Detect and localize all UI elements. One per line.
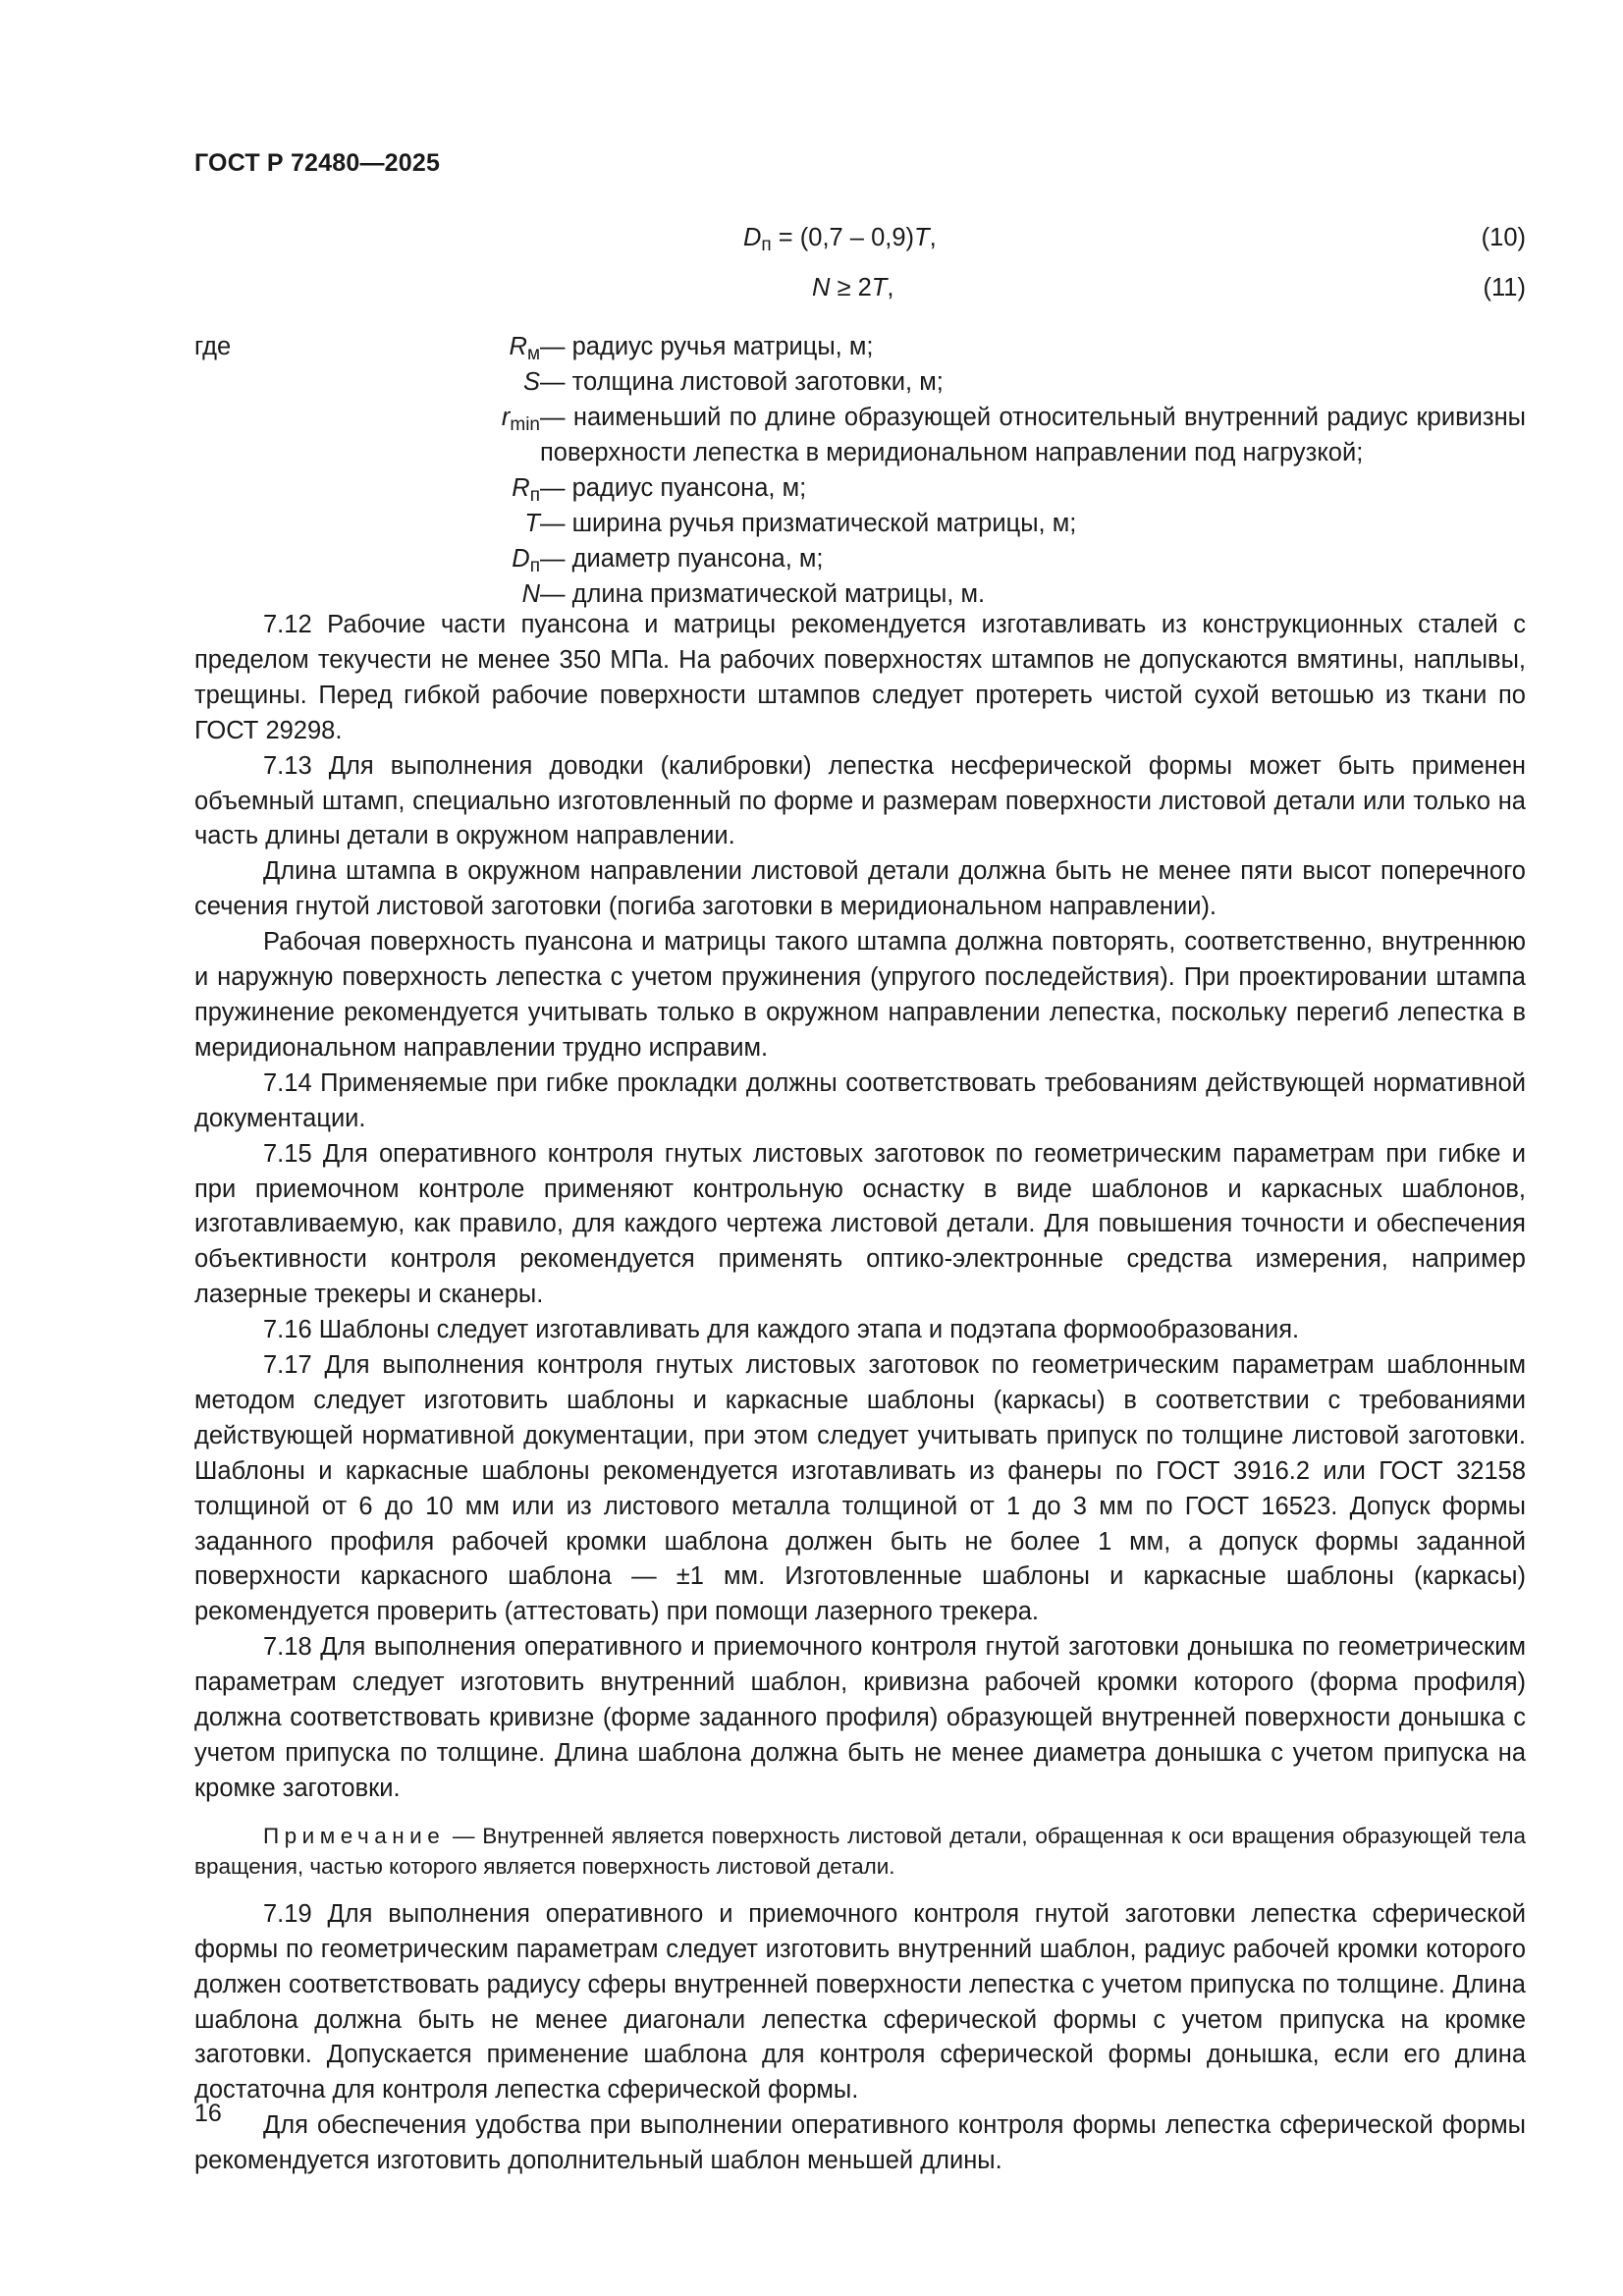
legend-symbol: $D_п$ — [512, 545, 540, 576]
legend-symbol: N — [521, 580, 540, 608]
paragraph-7-16: 7.16 Шаблоны следует изготавливать для каждого этапа и подэтапа формообразования. — [263, 1316, 1300, 1344]
paragraph-7-14: 7.14 Применяемые при гибке прокладки должны соответствовать требованиям действующей нормативной документации. — [194, 1068, 1526, 1132]
paragraph-7-19: 7.19 Для выполнения оперативного и приемочного контроля гнутой заготовки лепестка сферической формы по геометрическим параметрам следует изготовить внутренний шаблон, радиус рабочей кромки которого должен соответствовать радиусу сферы внутренней поверхности лепестка с учетом припуска по толщине. Длина шаблона должна быть не менее диагонали лепестка сферической формы с учетом припуска на кромке заготовки. Допускается применение шаблона для контроля сферической формы донышка, если его длина достаточна для контроля лепестка сферической формы. — [194, 1899, 1526, 2105]
document-code-header: ГОСТ Р 72480—2025 — [194, 149, 441, 177]
legend-description: толщина листовой заготовки, м; — [571, 368, 944, 396]
paragraph-7-13-surface: Рабочая поверхность пуансона и матрицы такого штампа должна повторять, соответственно, внутреннюю и наружную поверхность лепестка с учетом пружинения (упругого последействия). При проектировании штампа пружинение рекомендуется учитывать только в окружном направлении лепестка, поскольку перегиб лепестка в меридиональном направлении трудно исправим. — [194, 928, 1526, 1062]
legend-item: где $R_м$ — радиус ручья матрицы, м; — [194, 329, 1526, 364]
symbol-legend — [194, 329, 1526, 612]
legend-item: N — длина призматической матрицы, м. — [194, 576, 1526, 612]
legend-description: радиус пуансона, м; — [571, 474, 807, 502]
paragraph-7-15: 7.15 Для оперативного контроля гнутых листовых заготовок по геометрическим параметрам при гибке и при приемочном контроле применяют контрольную оснастку в виде шаблонов и каркасных шаблонов, изготавливаемую, как правило, для каждого чертежа листовой детали. Для повышения точности и обеспечения объективности контроля рекомендуется применять оптико-электронные средства измерения, например лазерные трекеры и сканеры. — [194, 1139, 1526, 1309]
legend-symbol: $r_{min}$ — [501, 404, 540, 435]
page-number: 16 — [194, 2100, 222, 2127]
formula-10 — [194, 224, 1526, 259]
paragraph-7-13: 7.13 Для выполнения доводки (калибровки) лепестка несферической формы может быть применен объемный штамп, специально изготовленный по форме и размерам поверхности листовой детали или только на часть длины детали в окружном направлении. — [194, 751, 1526, 850]
formula-number: (10) — [1481, 224, 1526, 251]
legend-item: $D_п$ — диаметр пуансона, м; — [194, 541, 1526, 576]
legend-lead-word: где — [194, 333, 232, 360]
formula-expression: Dп = (0,7 – 0,9)T, — [743, 224, 937, 255]
legend-symbol: $R_п$ — [512, 474, 540, 506]
formula-number: (11) — [1483, 274, 1526, 301]
legend-description: радиус ручья матрицы, м; — [571, 333, 874, 360]
legend-item: S — толщина листовой заготовки, м; — [194, 364, 1526, 400]
paragraph-7-19-extra: Для обеспечения удобства при выполнении оперативного контроля формы лепестка сферической формы рекомендуется изготовить дополнительный шаблон меньшей длины. — [194, 2111, 1526, 2175]
legend-item: $R_п$ — радиус пуансона, м; — [194, 470, 1526, 506]
paragraph-7-13-length: Длина штампа в окружном направлении листовой детали должна быть не менее пяти высот поперечного сечения гнутой листовой заготовки (погиба заготовки в меридиональном направлении). — [194, 857, 1526, 921]
legend-symbol: $R_м$ — [509, 333, 540, 364]
formula-expression: N ≥ 2T, — [812, 274, 894, 301]
note-text: — Внутренней является поверхность листовой детали, обращенная к оси вращения образующей тела вращения, частью которого является поверхность листовой детали. — [194, 1823, 1526, 1879]
legend-description: наименьший по длине образующей относительный внутренний радиус кривизны поверхности лепестка в меридиональном направлении под нагрузкой; — [540, 404, 1526, 466]
paragraph-7-18: 7.18 Для выполнения оперативного и приемочного контроля гнутой заготовки донышка по геометрическим параметрам следует изготовить внутренний шаблон, кривизна рабочей кромки которого (форма профиля) должна соответствовать кривизне (форме заданного профиля) образующей внутренней поверхности донышка с учетом припуска по толщине. Длина шаблона должна быть не менее диаметра донышка с учетом припуска на кромке заготовки. — [194, 1633, 1526, 1802]
legend-description: диаметр пуансона, м; — [571, 545, 824, 573]
legend-description: ширина ручья призматической матрицы, м; — [571, 510, 1077, 537]
legend-description: длина призматической матрицы, м. — [571, 580, 986, 608]
note — [194, 1821, 1526, 1882]
legend-symbol: S — [522, 368, 540, 396]
formula-11 — [194, 274, 1526, 309]
note-label: Примечание — [263, 1823, 446, 1848]
paragraph-7-17: 7.17 Для выполнения контроля гнутых листовых заготовок по геометрическим параметрам шаблонным методом следует изготовить шаблоны и каркасные шаблоны (каркасы) в соответствии с требованиями действующей нормативной документации, при этом следует учитывать припуск по толщине листовой заготовки. Шаблоны и каркасные шаблоны рекомендуется изготавливать из фанеры по ГОСТ 3916.2 или ГОСТ 32158 толщиной от 6 до 10 мм или из листового металла толщиной от 1 до 3 мм по ГОСТ 16523. Допуск формы заданного профиля рабочей кромки шаблона должен быть не более 1 мм, а допуск формы заданной поверхности каркасного шаблона — ±1 мм. Изготовленные шаблоны и каркасные шаблоны (каркасы) рекомендуется проверить (аттестовать) при помощи лазерного трекера. — [194, 1351, 1526, 1626]
body-text — [194, 608, 1526, 2179]
legend-symbol: T — [524, 510, 540, 537]
legend-item: T — ширина ручья призматической матрицы, м; — [194, 506, 1526, 541]
legend-item: $r_{min}$ — наименьший по длине образующей относительный внутренний радиус кривизны поверхности лепестка в меридиональном направлении под нагрузкой; — [194, 400, 1526, 470]
paragraph-7-12: 7.12 Рабочие части пуансона и матрицы рекомендуется изготавливать из конструкционных сталей с пределом текучести не менее 350 МПа. На рабочих поверхностях штампов не допускаются вмятины, наплывы, трещины. Перед гибкой рабочие поверхности штампов следует протереть чистой сухой ветошью из ткани по ГОСТ 29298. — [194, 611, 1526, 744]
